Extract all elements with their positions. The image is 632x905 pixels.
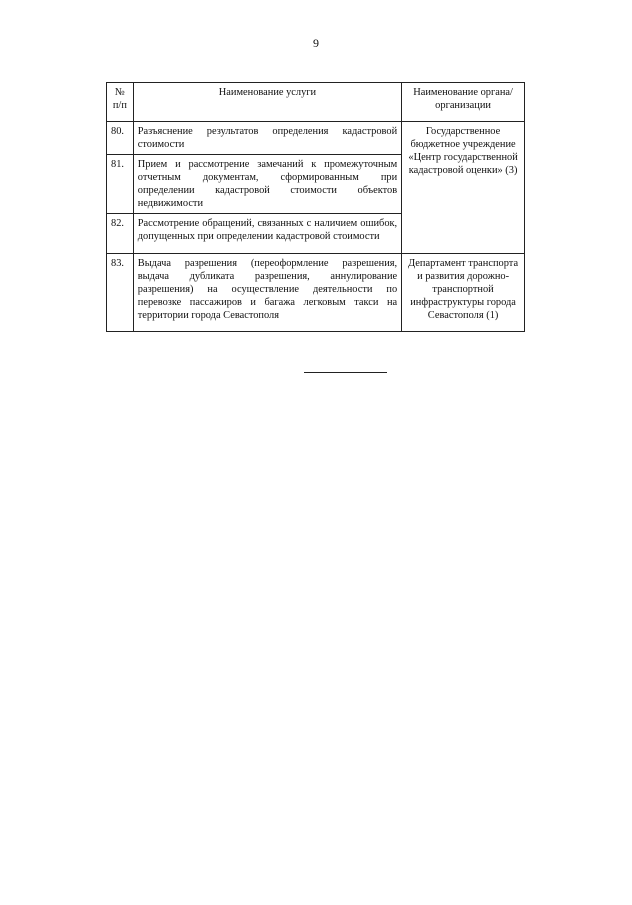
row-num: 83.: [107, 254, 134, 332]
row-service: Разъяснение результатов определения кадастровой стоимости: [133, 122, 401, 155]
end-divider: [304, 372, 387, 373]
header-num: № п/п: [107, 83, 134, 122]
row-num: 82.: [107, 214, 134, 254]
row-service: Выдача разрешения (переоформление разрешения, выдача дубликата разрешения, аннулирование разрешения) на осуществление деятельности по перевозке пассажиров и багажа легковым такси на территории города Севастополя: [133, 254, 401, 332]
header-org: Наименование органа/организации: [402, 83, 525, 122]
row-org: Государственное бюджетное учреждение «Центр государственной кадастровой оценки» (3): [402, 122, 525, 254]
table-row: [107, 254, 525, 332]
services-table: [106, 82, 525, 332]
row-num: 80.: [107, 122, 134, 155]
row-service: Прием и рассмотрение замечаний к промежуточным отчетным документам, сформированным при определении кадастровой стоимости объектов недвижимости: [133, 155, 401, 214]
page-number: 9: [313, 36, 319, 50]
row-org: Департамент транспорта и развития дорожно-транспортной инфраструктуры города Севастополя (1): [402, 254, 525, 332]
row-num: 81.: [107, 155, 134, 214]
table-header-row: [107, 83, 525, 122]
header-service: Наименование услуги: [133, 83, 401, 122]
row-service: Рассмотрение обращений, связанных с наличием ошибок, допущенных при определении кадастровой стоимости: [133, 214, 401, 254]
table-row: [107, 122, 525, 155]
